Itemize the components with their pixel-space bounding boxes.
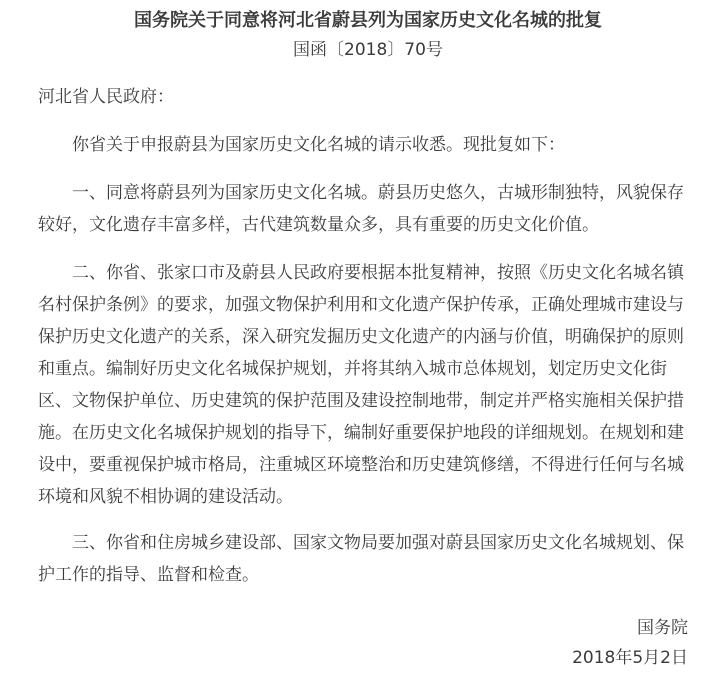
issue-date: 2018年5月2日 — [572, 648, 688, 668]
signature-block — [38, 613, 698, 673]
document-title: 国务院关于同意将河北省蔚县列为国家历史文化名城的批复 — [134, 10, 602, 31]
issuer-name: 国务院 — [637, 618, 688, 638]
paragraph-item-2: 二、你省、张家口市及蔚县人民政府要根据本批复精神，按照《历史文化名城名镇名村保护条例》的要求，加强文物保护利用和文化遗产保护传承，正确处理城市建设与保护历史文化遗产的关系，深入研究发掘历史文化遗产的内涵与价值，明确保护的原则和重点。编制好历史文化名城保护规划，并将其纳入城市总体规划，划定历史文化街区、文物保护单位、历史建筑的保护范围及建设控制地带，制定并严格实施相关保护措施。在历史文化名城保护规划的指导下，编制好重要保护地段的详细规划。在规划和建设中，要重视保护城市格局，注重城区环境整治和历史建筑修缮，不得进行任何与名城环境和风貌不相协调的建设活动。 — [38, 263, 684, 507]
paragraph-item-1: 一、同意将蔚县列为国家历史文化名城。蔚县历史悠久，古城形制独特，风貌保存较好，文化遗存丰富多样，古代建筑数量众多，具有重要的历史文化价值。 — [38, 183, 684, 235]
salutation: 河北省人民政府： — [38, 87, 174, 107]
paragraph-item-3: 三、你省和住房城乡建设部、国家文物局要加强对蔚县国家历史文化名城规划、保护工作的指导、监督和检查。 — [38, 533, 684, 585]
document-number: 国函〔2018〕70号 — [293, 40, 443, 60]
paragraph-intro: 你省关于申报蔚县为国家历史文化名城的请示收悉。现批复如下： — [72, 135, 565, 155]
